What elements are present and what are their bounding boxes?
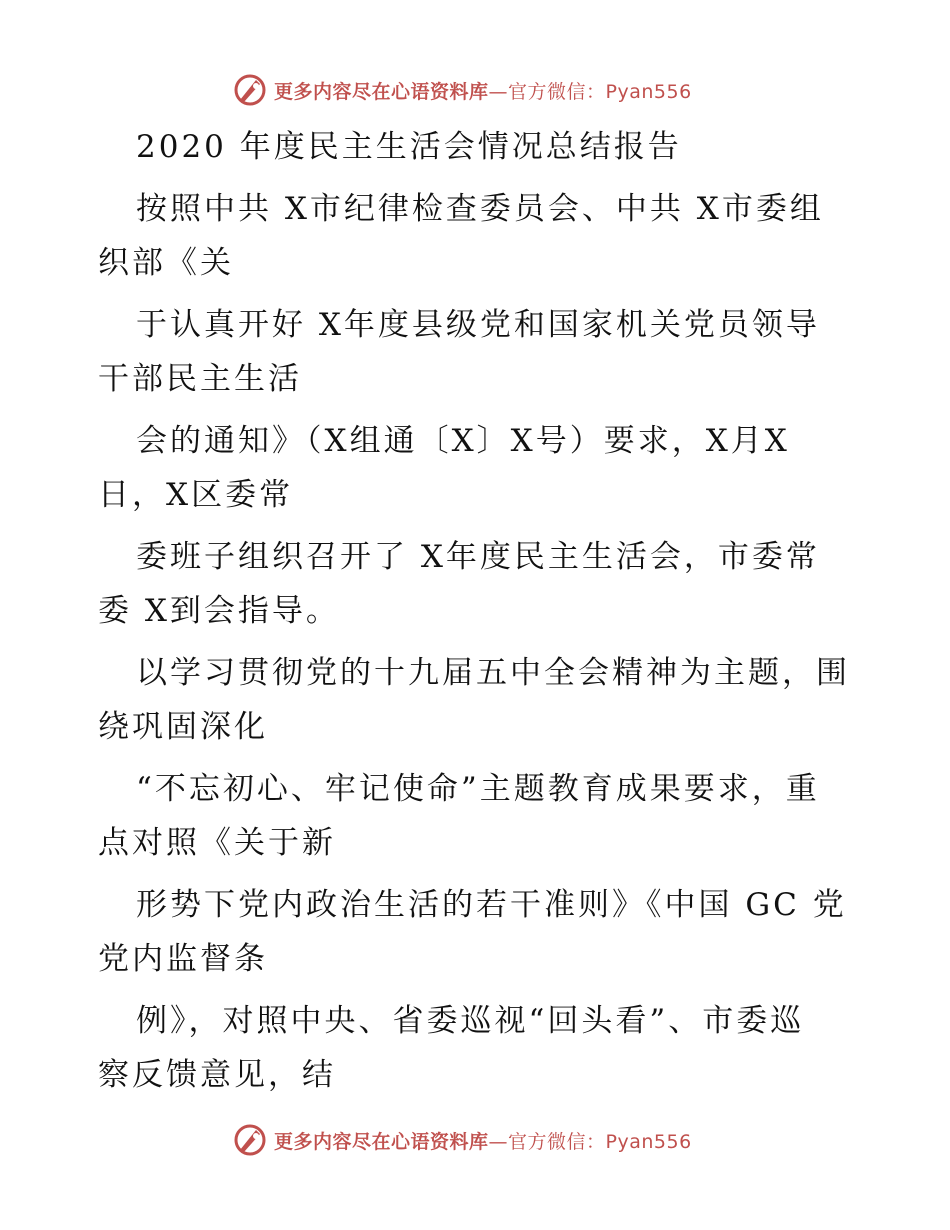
paragraph-line: 日，X区委常 [98, 477, 294, 513]
paragraph-line: 委 X到会指导。 [98, 593, 340, 629]
watermark-banner-bottom [232, 1120, 752, 1160]
watermark-separator: — [488, 80, 509, 103]
paragraph-line: 形势下党内政治生活的若干准则》《中国 GC 党 [136, 887, 847, 923]
paragraph-line: 会的通知》（X组通〔X〕X号）要求，X月X [136, 423, 790, 459]
paragraph-line: 委班子组织召开了 X年度民主生活会，市委常 [136, 539, 820, 575]
document-title: 2020 年度民主生活会情况总结报告 [136, 129, 682, 165]
watermark-wechat-text: 官方微信：Pyan556 [508, 80, 692, 103]
paragraph-line: 党内监督条 [98, 941, 268, 977]
paragraph-line: 点对照《关于新 [98, 825, 336, 861]
watermark-separator: — [488, 1130, 509, 1153]
paragraph-line: “不忘初心、牢记使命”主题教育成果要求，重 [136, 771, 820, 807]
paragraph-line: 干部民主生活 [98, 361, 302, 397]
paragraph-line: 以学习贯彻党的十九届五中全会精神为主题，围 [136, 655, 850, 691]
watermark-wechat-text: 官方微信：Pyan556 [508, 1130, 692, 1153]
paragraph-line: 于认真开好 X年度县级党和国家机关党员领导 [136, 307, 820, 343]
paragraph-line: 按照中共 X市纪律检查委员会、中共 X市委组 [136, 191, 824, 227]
quill-pen-icon [232, 1122, 268, 1158]
paragraph-line: 绕巩固深化 [98, 709, 268, 745]
watermark-main-text: 更多内容尽在心语资料库 [274, 80, 489, 103]
paragraph-line: 织部《关 [98, 245, 234, 281]
watermark-main-text: 更多内容尽在心语资料库 [274, 1130, 489, 1153]
paragraph-line: 例》，对照中央、省委巡视“回头看”、市委巡 [136, 1003, 805, 1039]
paragraph-line: 察反馈意见，结 [98, 1057, 336, 1093]
